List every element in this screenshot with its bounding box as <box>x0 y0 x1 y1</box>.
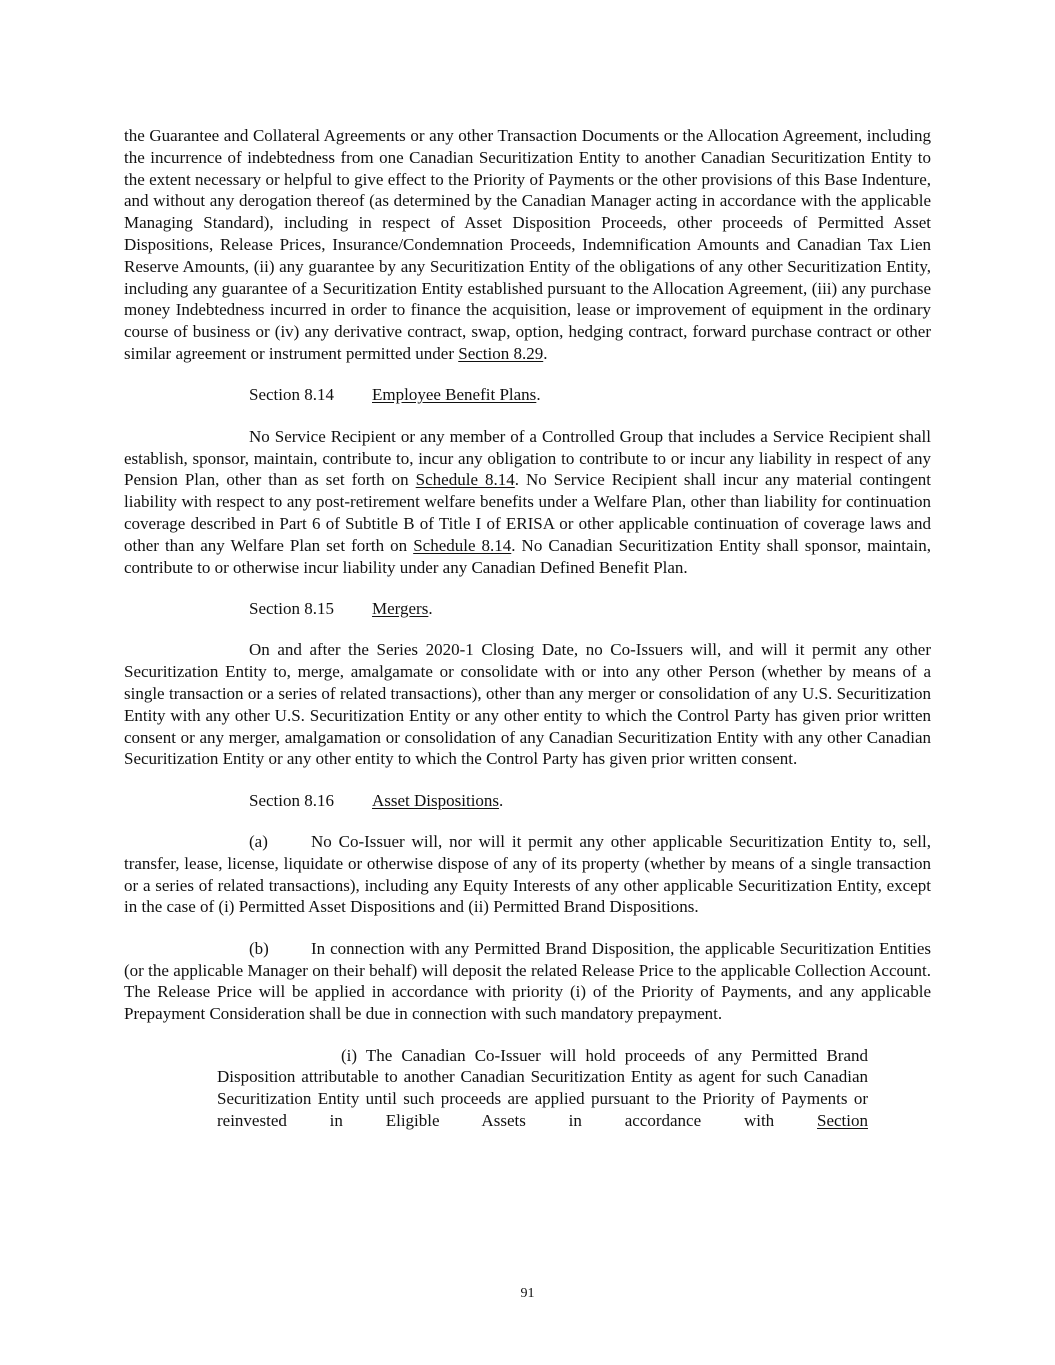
paragraph-text: the Guarantee and Collateral Agreements or any other Transaction Documents or the Allocation Agreement, including the incurrence of indebtedness from one Canadian Securitization Entity to another Canadian Securitization Entity to the extent necessary or helpful to give effect to the Priority of Payments or the other provisions of this Base Indenture, and without any derogation thereof (as determined by the Canadian Manager acting in accordance with the applicable Managing Standard), including in respect of Asset Disposition Proceeds, other proceeds of Permitted Asset Dispositions, Release Prices, Insurance/Condemnation Proceeds, Indemnification Amounts and Canadian Tax Lien Reserve Amounts, (ii) any guarantee by any Securitization Entity of the obligations of any other Securitization Entity, including any guarantee of a Securitization Entity established pursuant to the Allocation Agreement, (iii) any purchase money Indebtedness incurred in order to finance the acquisition, lease or improvement of equipment in the ordinary course of business or (iv) any derivative contract, swap, option, hedging contract, forward purchase contract or other similar agreement or instrument permitted under <box>124 126 931 363</box>
subclause-i <box>217 1045 868 1132</box>
section-number: Section 8.15 <box>249 598 334 618</box>
paragraph-text: No Service Recipient or any member of a Controlled Group that includes a Service Recipient shall establish, sponsor, maintain, contribute to, incur any obligation to contribute to or incur any liability in respect of any Pension Plan, other than as set forth on <box>124 426 931 490</box>
page-number: 91 <box>520 1286 535 1301</box>
section-reference: Section 8.29 <box>458 343 544 363</box>
paragraph-employee-benefit-plans <box>124 426 931 579</box>
schedule-reference: Schedule 8.14 <box>413 535 512 555</box>
paragraph-text: In connection with any Permitted Brand Disposition, the applicable Securitization Entities (or the applicable Manager on their behalf) will deposit the related Release Price to the applicable Collection Account. The Release Price will be applied in accordance with priority (i) of the Priority of Payments, and any applicable Prepayment Consideration shall be due in connection with such mandatory prepayment. <box>124 938 931 1024</box>
clause-label: (b) <box>249 938 269 958</box>
paragraph-text: . No Service Recipient shall incur any material contingent liability with respect to any post-retirement welfare benefits under a Welfare Plan, other than liability for continuation coverage described in Part 6 of Subtitle B of Title I of ERISA or other applicable continuation of coverage laws and other than any Welfare Plan set forth on <box>124 470 931 555</box>
section-title: Employee Benefit Plans <box>372 385 537 405</box>
paragraph-text: On and after the Series 2020-1 Closing Date, no Co-Issuers will, and will it permit any other Securitization Entity to, merge, amalgamate or consolidate with or into any other Person (whether by means of a single transaction or a series of related transactions), other than any merger or consolidation of any U.S. Securitization Entity with any other U.S. Securitization Entity or any other entity to which the Control Party has given prior written consent or any merger, amalgamation or consolidation of any Canadian Securitization Entity with any other Canadian Securitization Entity or any other entity to which the Control Party has given prior written consent. <box>124 640 931 769</box>
section-number: Section 8.16 <box>249 790 334 810</box>
section-heading-8-16 <box>124 790 931 812</box>
paragraph-text: (i) The Canadian Co-Issuer will hold proceeds of any Permitted Brand Disposition attributable to another Canadian Securitization Entity as agent for such Canadian Securitization Entity until such proceeds are applied pursuant to the Priority of Payments or reinvested in Eligible Assets in accordance with <box>217 1045 868 1131</box>
section-title-period: . <box>536 385 541 405</box>
paragraph-mergers <box>124 639 931 770</box>
section-title: Mergers <box>372 598 429 618</box>
section-title-period: . <box>499 790 504 810</box>
section-title: Asset Dispositions <box>372 790 500 810</box>
section-heading-8-15 <box>124 598 931 620</box>
section-reference: Section <box>817 1111 868 1131</box>
clause-a <box>124 831 931 918</box>
paragraph-text: . No Canadian Securitization Entity shall sponsor, maintain, contribute to or otherwise incur liability under any Canadian Defined Benefit Plan. <box>124 535 931 577</box>
paragraph-text: No Co-Issuer will, nor will it permit any other applicable Securitization Entity to, sell, transfer, lease, license, liquidate or otherwise dispose of any of its property (whether by means of a single transaction or a series of related transactions), including any Equity Interests of any other applicable Securitization Entity, except in the case of (i) Permitted Asset Dispositions and (ii) Permitted Brand Dispositions. <box>124 832 931 917</box>
clause-b <box>124 938 931 1025</box>
schedule-reference: Schedule 8.14 <box>415 470 515 490</box>
paragraph-text: . <box>543 343 548 363</box>
clause-label: (a) <box>249 832 268 852</box>
document-body <box>124 125 931 1151</box>
section-number: Section 8.14 <box>249 385 334 405</box>
section-heading-8-14 <box>124 384 931 406</box>
section-title-period: . <box>428 598 433 618</box>
paragraph-continuation <box>124 125 931 365</box>
